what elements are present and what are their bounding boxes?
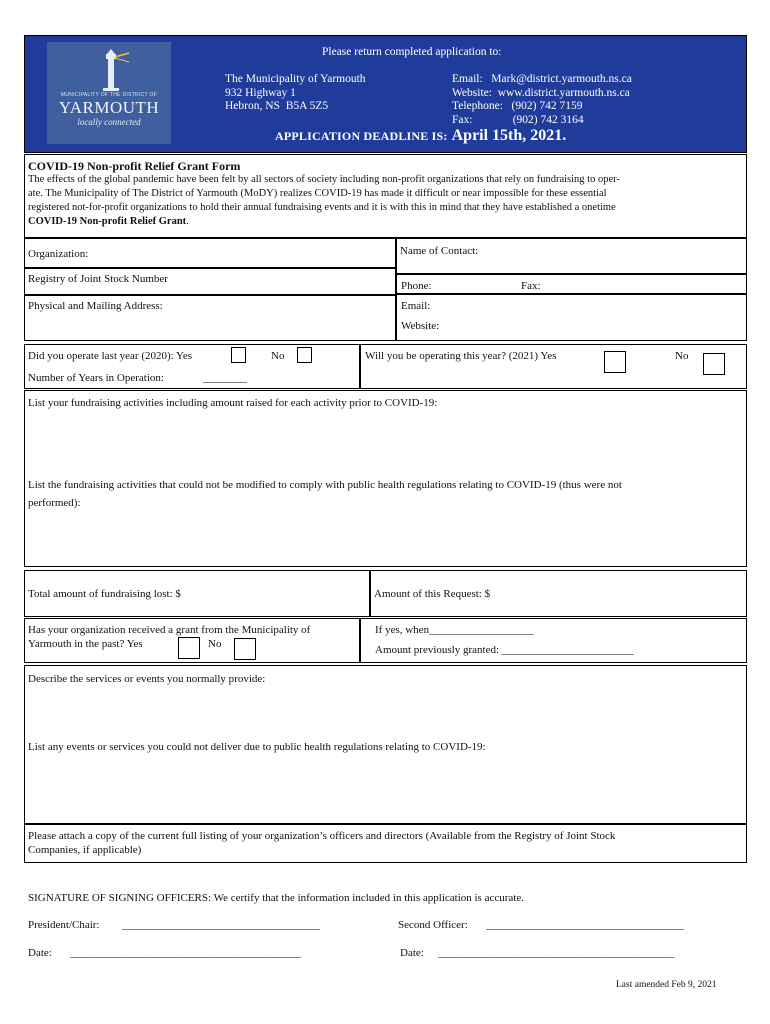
amount-previous-input[interactable]: Amount previously granted: ________________________ — [375, 644, 634, 656]
signature-heading: SIGNATURE OF SIGNING OFFICERS: We certify that the information included in this application is accurate. — [28, 892, 524, 904]
contact-email: Email: Mark@district.yarmouth.ns.ca — [452, 73, 632, 85]
previous-grant-no-checkbox[interactable] — [234, 638, 256, 660]
email-website-box — [396, 294, 747, 341]
address-line-1: The Municipality of Yarmouth — [225, 73, 366, 85]
not-modified-label-2: performed): — [28, 497, 81, 509]
website-label[interactable]: Website: — [401, 320, 440, 332]
previous-grant-label-1: Has your organization received a grant from the Municipality of — [28, 624, 311, 636]
operate-2020-no-label: No — [271, 350, 285, 362]
intro-line-3: registered not-for-profit organizations to hold their annual fundraising events and it is with this in mind that they have established a onetime — [28, 202, 616, 213]
operate-2020-label: Did you operate last year (2020): Yes — [28, 350, 193, 362]
contact-website: Website: www.district.yarmouth.ns.ca — [452, 87, 630, 99]
logo-small-text: MUNICIPALITY OF THE DISTRICT OF — [60, 92, 158, 98]
operate-2021-no-label: No — [675, 350, 689, 362]
if-yes-when-input[interactable]: If yes, when___________________ — [375, 624, 534, 636]
second-officer-label: Second Officer: — [398, 919, 468, 931]
intro-grant-name: COVID-19 Non-profit Relief Grant — [28, 216, 187, 227]
last-amended: Last amended Feb 9, 2021 — [616, 980, 717, 990]
amount-request-label: Amount of this Request: $ — [374, 588, 491, 600]
describe-services-label: Describe the services or events you normally provide: — [28, 673, 266, 685]
address-field[interactable] — [24, 295, 396, 341]
deadline-date: April 15th, 2021. — [451, 127, 567, 144]
address-label: Physical and Mailing Address: — [28, 300, 163, 312]
name-of-contact-label: Name of Contact: — [400, 245, 479, 257]
operate-2021-label: Will you be operating this year? (2021) Yes — [365, 350, 557, 362]
previous-grant-yes-checkbox[interactable] — [178, 637, 200, 659]
header-banner — [24, 35, 747, 153]
phone-fax-row — [396, 274, 747, 294]
intro-line-4 — [28, 215, 189, 229]
intro-section — [24, 154, 747, 238]
previous-grant-no-label: No — [208, 638, 222, 650]
lighthouse-icon — [91, 48, 131, 94]
operate-2020-box — [24, 344, 360, 389]
intro-line-1: The effects of the global pandemic have been felt by all sectors of society including non-profit organizations that rely on fundraising to oper- — [28, 174, 620, 185]
attach-label-1: Please attach a copy of the current full listing of your organization’s officers and directors (Available from the Registry of Joint Stock — [28, 830, 616, 842]
attach-label-2: Companies, if applicable) — [28, 844, 142, 856]
total-lost-label: Total amount of fundraising lost: $ — [28, 588, 181, 600]
operate-2020-yes-checkbox[interactable] — [231, 347, 246, 363]
operate-2021-box — [360, 344, 747, 389]
date-2-line[interactable]: ___________________________________________ — [438, 947, 675, 959]
name-of-contact-field[interactable] — [396, 238, 747, 274]
phone-label[interactable]: Phone: — [401, 280, 432, 292]
president-label: President/Chair: — [28, 919, 100, 931]
organization-label: Organization: — [28, 248, 89, 260]
previous-grant-box — [24, 618, 360, 663]
attach-box — [24, 824, 747, 863]
date-1-label: Date: — [28, 947, 52, 959]
previous-grant-label-2: Yarmouth in the past? Yes — [28, 638, 143, 650]
date-2-label: Date: — [400, 947, 424, 959]
list-activities-label: List your fundraising activities including amount raised for each activity prior to COVID-19: — [28, 397, 438, 409]
fax-label[interactable]: Fax: — [521, 280, 541, 292]
not-deliver-label: List any events or services you could not deliver due to public health regulations relating to COVID-19: — [28, 741, 486, 753]
second-officer-signature-line[interactable]: ____________________________________ — [486, 919, 684, 931]
years-operation-label: Number of Years in Operation: — [28, 372, 164, 384]
deadline — [275, 127, 566, 145]
logo-name: YARMOUTH — [58, 98, 160, 117]
operate-2020-no-checkbox[interactable] — [297, 347, 312, 363]
form-title: COVID-19 Non-profit Relief Grant Form — [28, 159, 241, 173]
contact-telephone: Telephone: (902) 742 7159 — [452, 100, 583, 112]
president-signature-line[interactable]: ____________________________________ — [122, 919, 320, 931]
registry-label: Registry of Joint Stock Number — [28, 273, 168, 285]
years-operation-input[interactable]: ________ — [203, 372, 247, 384]
email-label[interactable]: Email: — [401, 300, 431, 312]
deadline-label: APPLICATION DEADLINE IS: — [275, 129, 448, 143]
registry-field[interactable] — [24, 268, 396, 295]
operate-2021-yes-checkbox[interactable] — [604, 351, 626, 373]
intro-line-2: ate. The Municipality of The District of Yarmouth (MoDY) realizes COVID-19 has made it difficult or near impossible for these essential — [28, 188, 607, 199]
total-lost-field[interactable] — [24, 570, 370, 617]
logo-tagline: locally connected — [77, 117, 141, 127]
yarmouth-logo — [47, 42, 171, 144]
date-1-line[interactable]: __________________________________________ — [70, 947, 301, 959]
fundraising-activities-box[interactable] — [24, 390, 747, 567]
organization-field[interactable] — [24, 238, 396, 268]
operate-2021-no-checkbox[interactable] — [703, 353, 725, 375]
grant-details-box — [360, 618, 747, 663]
address-line-3: Hebron, NS B5A 5Z5 — [225, 100, 329, 112]
not-modified-label-1: List the fundraising activities that could not be modified to comply with public health regulations relating to COVID-19 (thus were not — [28, 479, 622, 491]
amount-request-field[interactable] — [370, 570, 747, 617]
address-line-2: 932 Highway 1 — [225, 87, 296, 99]
intro-line-4-end: . — [186, 216, 189, 227]
contact-fax: Fax: (902) 742 3164 — [452, 114, 584, 126]
services-box[interactable] — [24, 665, 747, 824]
return-label: Please return completed application to: — [322, 46, 502, 58]
